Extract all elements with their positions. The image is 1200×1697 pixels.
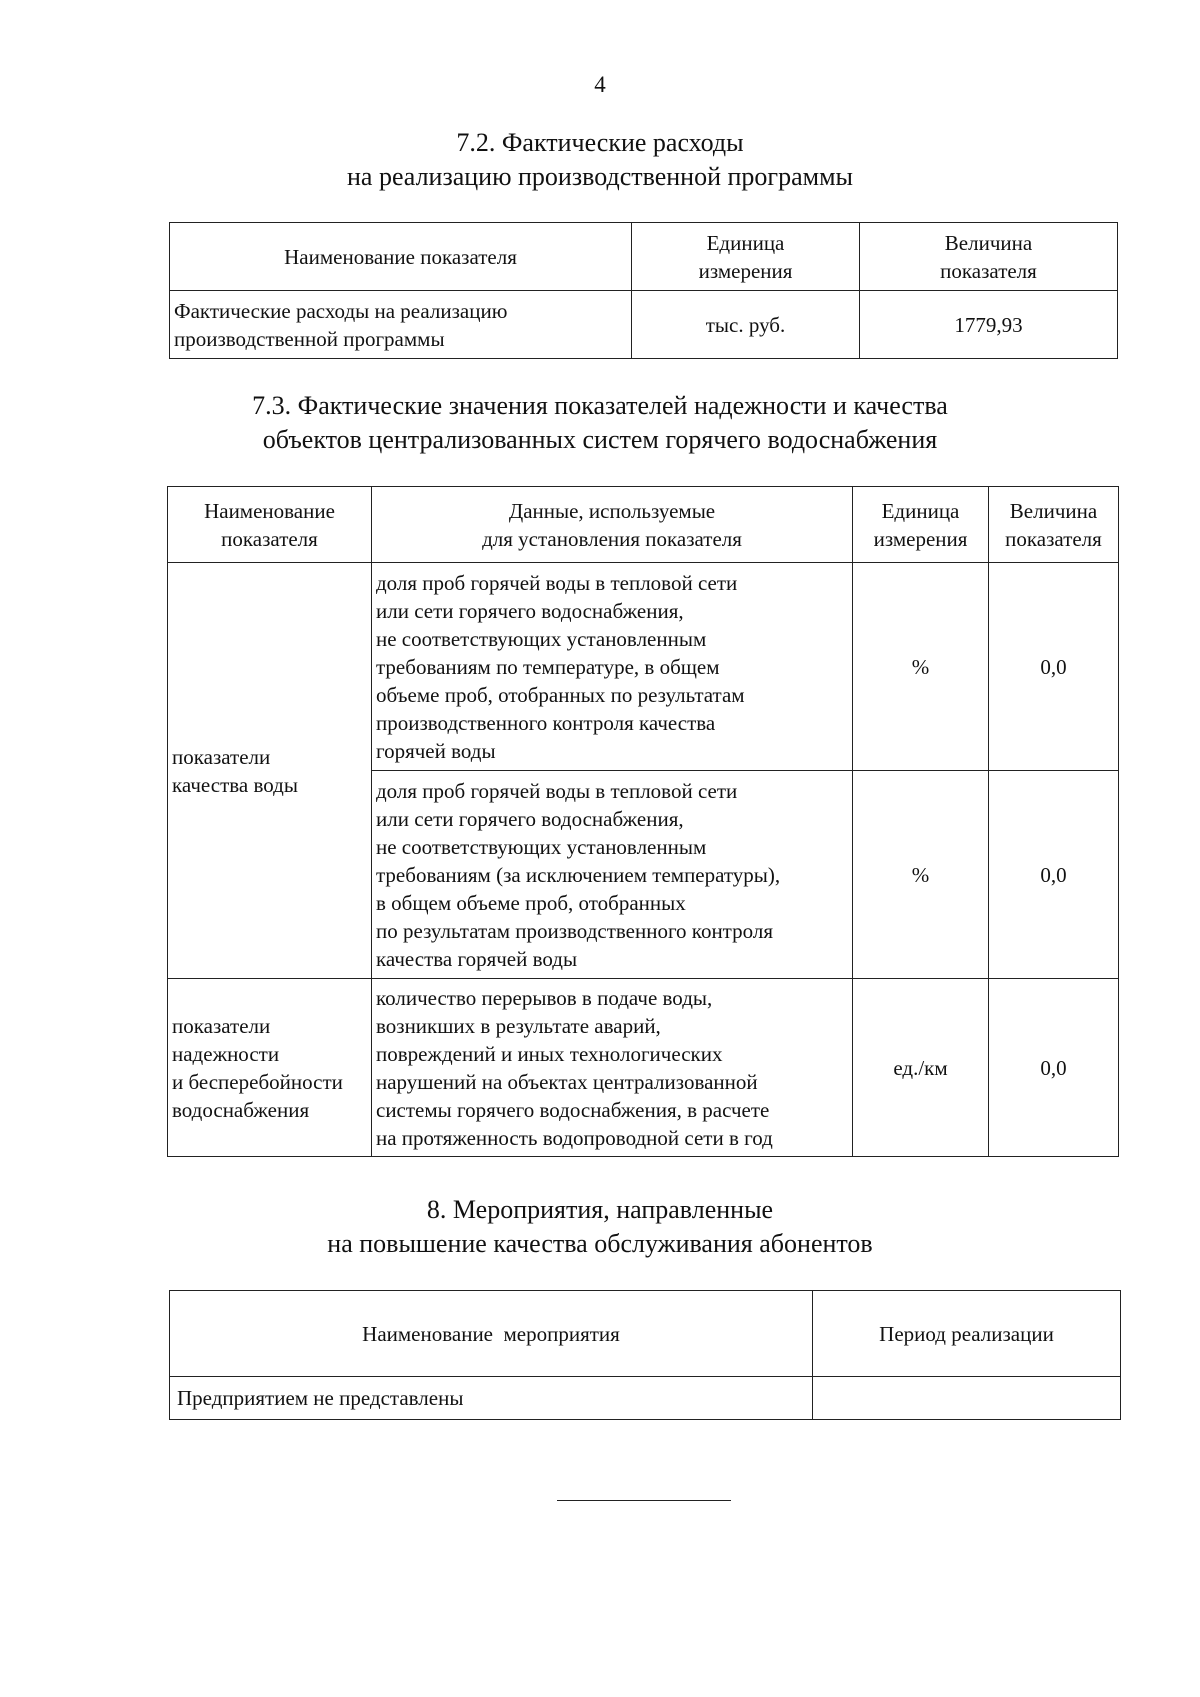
- description-line: по результатам производственного контроля: [376, 918, 773, 943]
- cell-data-description: [372, 771, 853, 979]
- description-line: доля проб горячей воды в тепловой сети: [376, 570, 738, 595]
- header-value-line2: показателя: [940, 258, 1037, 283]
- table-row: [168, 563, 1119, 771]
- section-7-2-title-line1: 7.2. Фактические расходы: [456, 128, 744, 157]
- cell-group-reliability: [168, 979, 372, 1157]
- table-header-row: [168, 487, 1119, 563]
- header-period: Период реализации: [813, 1291, 1121, 1377]
- cell-indicator-name-line1: Фактические расходы на реализацию: [174, 298, 508, 323]
- description-line: объеме проб, отобранных по результатам: [376, 682, 745, 707]
- description-line: или сети горячего водоснабжения,: [376, 806, 684, 831]
- table-service-measures: [169, 1290, 1121, 1420]
- header-measure-name: Наименование мероприятия: [170, 1291, 813, 1377]
- page-number: 4: [594, 72, 606, 97]
- header-data-line1: Данные, используемые: [508, 498, 716, 523]
- table-header-row: [170, 223, 1118, 291]
- table-row: [170, 291, 1118, 359]
- header-name-line2: показателя: [221, 526, 318, 551]
- table-header-row: [170, 1291, 1121, 1377]
- header-unit-line2: измерения: [698, 258, 793, 283]
- header-value-line2: показателя: [1005, 526, 1102, 551]
- description-line: требованиям по температуре, в общем: [376, 654, 720, 679]
- cell-data-description: [372, 563, 853, 771]
- end-divider-line: [557, 1500, 731, 1501]
- description-line: в общем объеме проб, отобранных: [376, 890, 686, 915]
- cell-value: 0,0: [989, 563, 1119, 771]
- header-indicator-name: [168, 487, 372, 563]
- cell-period: [813, 1377, 1121, 1420]
- cell-unit: %: [853, 563, 989, 771]
- header-unit: [853, 487, 989, 563]
- description-line: или сети горячего водоснабжения,: [376, 598, 684, 623]
- cell-indicator-name: [170, 291, 632, 359]
- description-line: на протяженность водопроводной сети в год: [376, 1125, 773, 1150]
- cell-indicator-name-line2: производственной программы: [174, 326, 445, 351]
- description-line: возникших в результате аварий,: [376, 1013, 661, 1038]
- section-7-2-title-line2: на реализацию производственной программы: [346, 162, 853, 191]
- header-unit-line1: Единица: [706, 230, 785, 255]
- section-8-title-line1: 8. Мероприятия, направленные: [426, 1195, 774, 1224]
- cell-unit: тыс. руб.: [632, 291, 860, 359]
- header-value-line1: Величина: [1009, 498, 1098, 523]
- description-line: не соответствующих установленным: [376, 834, 707, 859]
- description-line: горячей воды: [376, 738, 496, 763]
- description-line: качества горячей воды: [376, 946, 578, 971]
- cell-value: 0,0: [989, 979, 1119, 1157]
- section-8-title-line2: на повышение качества обслуживания абонентов: [327, 1229, 873, 1258]
- header-name-line1: Наименование: [204, 498, 335, 523]
- group-name-line: надежности: [172, 1041, 280, 1066]
- cell-unit: %: [853, 771, 989, 979]
- description-line: нарушений на объектах централизованной: [376, 1069, 758, 1094]
- header-unit: [632, 223, 860, 291]
- section-8-title: [0, 1193, 1200, 1261]
- group-name-line1: показатели: [172, 744, 271, 769]
- description-line: системы горячего водоснабжения, в расчете: [376, 1097, 770, 1122]
- cell-value: 1779,93: [860, 291, 1118, 359]
- cell-measure-name: Предприятием не представлены: [170, 1377, 813, 1420]
- cell-data-description: [372, 979, 853, 1157]
- group-name-line: показатели: [172, 1013, 271, 1038]
- table-row: [170, 1377, 1121, 1420]
- description-line: повреждений и иных технологических: [376, 1041, 723, 1066]
- section-7-3-title: [0, 389, 1200, 457]
- group-name-line2: качества воды: [172, 772, 298, 797]
- header-value: [989, 487, 1119, 563]
- header-value: [860, 223, 1118, 291]
- cell-value: 0,0: [989, 771, 1119, 979]
- section-7-3-title-line1: 7.3. Фактические значения показателей надежности и качества: [252, 391, 948, 420]
- group-name-line: и бесперебойности: [172, 1069, 343, 1094]
- description-line: не соответствующих установленным: [376, 626, 707, 651]
- description-line: производственного контроля качества: [376, 710, 716, 735]
- description-line: требованиям (за исключением температуры),: [376, 862, 781, 887]
- header-data-used: [372, 487, 853, 563]
- section-7-3-title-line2: объектов централизованных систем горячего водоснабжения: [262, 425, 938, 454]
- description-line: количество перерывов в подаче воды,: [376, 985, 713, 1010]
- table-actual-expenses: [169, 222, 1118, 359]
- header-indicator-name: Наименование показателя: [170, 223, 632, 291]
- header-value-line1: Величина: [944, 230, 1033, 255]
- header-unit-line1: Единица: [881, 498, 960, 523]
- table-row: [168, 979, 1119, 1157]
- header-unit-line2: измерения: [873, 526, 968, 551]
- table-reliability-quality: [167, 486, 1119, 1157]
- cell-unit: ед./км: [853, 979, 989, 1157]
- group-name-line: водоснабжения: [172, 1097, 310, 1122]
- header-data-line2: для установления показателя: [482, 526, 742, 551]
- description-line: доля проб горячей воды в тепловой сети: [376, 778, 738, 803]
- section-7-2-title: [0, 126, 1200, 194]
- cell-group-water-quality: [168, 563, 372, 979]
